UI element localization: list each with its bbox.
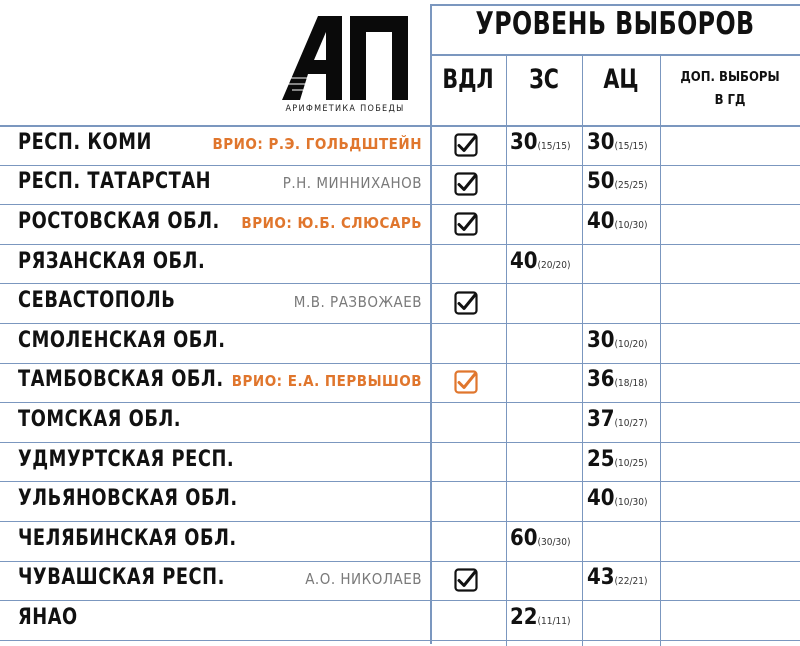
ac-seats-value: 40: [587, 486, 615, 512]
column-header-zs: ЗС: [529, 64, 559, 95]
zs-seats-value: 40: [510, 248, 538, 274]
column-header-vdl: ВДЛ: [442, 64, 494, 95]
region-name: УДМУРТСКАЯ РЕСП.: [18, 446, 235, 472]
grid-vline: [660, 56, 661, 646]
governor-name: А.О. НИКОЛАЕВ: [305, 570, 422, 589]
grid-hline: [0, 204, 800, 205]
ac-seats: [587, 447, 648, 472]
region-name: ЧЕЛЯБИНСКАЯ ОБЛ.: [18, 525, 237, 551]
grid-hline: [0, 561, 800, 562]
region-name: СМОЛЕНСКАЯ ОБЛ.: [18, 327, 226, 353]
ac-seats-detail: (18/18): [614, 378, 648, 390]
checkmark-icon: [454, 370, 478, 394]
ac-seats-value: 30: [587, 129, 615, 155]
grid-hline: [0, 363, 800, 364]
ac-seats: [587, 367, 648, 392]
ac-seats: [587, 130, 648, 155]
zs-seats-detail: (30/30): [537, 536, 571, 548]
grid-hline: [430, 54, 800, 56]
ac-seats: [587, 169, 648, 194]
region-name: РЯЗАНСКАЯ ОБЛ.: [18, 248, 206, 274]
column-header-ac: АЦ: [603, 64, 639, 95]
grid-hline: [0, 244, 800, 245]
zs-seats: [510, 249, 571, 274]
grid-vline: [506, 56, 507, 646]
governor-name: Р.Н. МИННИХАНОВ: [282, 174, 422, 193]
column-header-dop-line2: В ГД: [714, 93, 746, 108]
ac-seats: [587, 407, 648, 432]
ac-seats-detail: (25/25): [614, 180, 648, 192]
ac-seats: [587, 486, 648, 511]
zs-seats-detail: (15/15): [537, 140, 571, 152]
elections-level-title: УРОВЕНЬ ВЫБОРОВ: [475, 6, 755, 42]
region-name: ЧУВАШСКАЯ РЕСП.: [18, 565, 225, 591]
grid-vline: [430, 4, 432, 644]
grid-hline: [0, 481, 800, 482]
ac-seats-detail: (10/30): [614, 220, 648, 231]
ac-seats: [587, 565, 648, 590]
ac-seats-value: 36: [587, 367, 615, 393]
ac-seats-value: 25: [587, 446, 615, 472]
region-name: РЕСП. КОМИ: [18, 129, 152, 155]
grid-hline: [0, 402, 800, 403]
region-name: ЯНАО: [18, 605, 78, 630]
ac-seats: [587, 209, 648, 234]
checkmark-icon: [454, 212, 478, 236]
governor-name: ВРИО: Р.Э. ГОЛЬДШТЕЙН: [212, 134, 422, 153]
grid-hline: [0, 125, 800, 127]
zs-seats-detail: (11/11): [537, 616, 571, 627]
ac-seats: [587, 328, 648, 353]
ac-seats-value: 50: [587, 169, 615, 195]
ac-seats-value: 37: [587, 407, 615, 432]
zs-seats-value: 22: [510, 605, 538, 630]
checkmark-icon: [454, 172, 478, 196]
region-name: УЛЬЯНОВСКАЯ ОБЛ.: [18, 486, 238, 512]
checkmark-icon: [454, 568, 478, 592]
zs-seats-detail: (20/20): [537, 259, 571, 271]
grid-hline: [0, 323, 800, 324]
ac-seats-value: 43: [587, 565, 615, 591]
grid-hline: [0, 165, 800, 166]
governor-name: ВРИО: Ю.Б. СЛЮСАРЬ: [241, 214, 422, 232]
column-header-dop: [660, 66, 800, 112]
zs-seats: [510, 130, 571, 155]
grid-hline: [0, 521, 800, 522]
region-name: СЕВАСТОПОЛЬ: [18, 288, 176, 314]
zs-seats: [510, 605, 571, 630]
region-name: РОСТОВСКАЯ ОБЛ.: [18, 209, 220, 234]
ac-seats-value: 30: [587, 327, 615, 353]
grid-hline: [0, 442, 800, 443]
region-name: ТОМСКАЯ ОБЛ.: [18, 407, 182, 432]
ac-seats-detail: (22/21): [614, 576, 648, 588]
grid-hline: [0, 640, 800, 641]
region-name: РЕСП. ТАТАРСТАН: [18, 169, 212, 195]
ac-seats-detail: (10/20): [614, 338, 648, 350]
ac-seats-detail: (10/30): [614, 497, 648, 509]
governor-name: ВРИО: Е.А. ПЕРВЫШОВ: [231, 372, 422, 391]
zs-seats-value: 60: [510, 525, 538, 551]
checkmark-icon: [454, 291, 478, 315]
logo-subtitle: АРИФМЕТИКА ПОБЕДЫ: [285, 104, 405, 114]
region-name: ТАМБОВСКАЯ ОБЛ.: [18, 367, 224, 393]
zs-seats-value: 30: [510, 129, 538, 155]
zs-seats: [510, 526, 571, 551]
ac-seats-detail: (15/15): [614, 140, 648, 152]
checkmark-icon: [454, 133, 478, 157]
grid-vline: [582, 56, 583, 646]
grid-hline: [0, 600, 800, 601]
ac-seats-detail: (10/27): [614, 418, 648, 429]
grid-hline: [0, 283, 800, 284]
ac-seats-value: 40: [587, 209, 615, 234]
column-header-dop-line1: ДОП. ВЫБОРЫ: [680, 70, 780, 85]
ac-seats-detail: (10/25): [614, 457, 648, 469]
governor-name: М.В. РАЗВОЖАЕВ: [293, 293, 422, 312]
